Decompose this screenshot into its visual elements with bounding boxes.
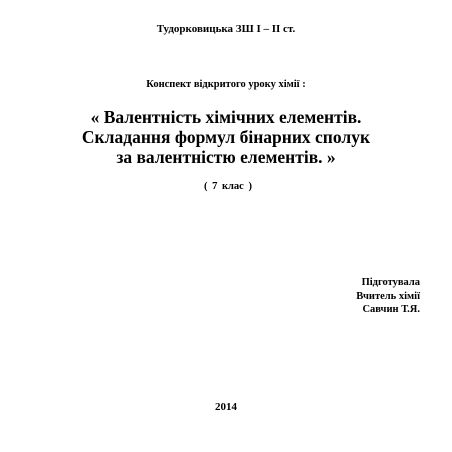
author-line: Савчин Т.Я. xyxy=(362,304,420,315)
lesson-title-line: « Валентність хімічних елементів. xyxy=(90,107,362,127)
author-line: Вчитель хімії xyxy=(356,290,420,302)
year-label: 2014 xyxy=(215,401,237,413)
author-line: Підготувала xyxy=(361,277,420,288)
author-block xyxy=(300,276,420,317)
lesson-title-line: за валентністю елементів. » xyxy=(116,147,336,167)
lesson-title-line: Складання формул бінарних сполук xyxy=(81,127,371,147)
lesson-subtitle: Конспект відкритого уроку хімії : xyxy=(146,79,306,90)
lesson-title xyxy=(0,107,452,167)
grade-label: ( 7 клас ) xyxy=(204,181,252,192)
school-name: Тудорковицька ЗШ І – ІІ ст. xyxy=(156,23,296,35)
